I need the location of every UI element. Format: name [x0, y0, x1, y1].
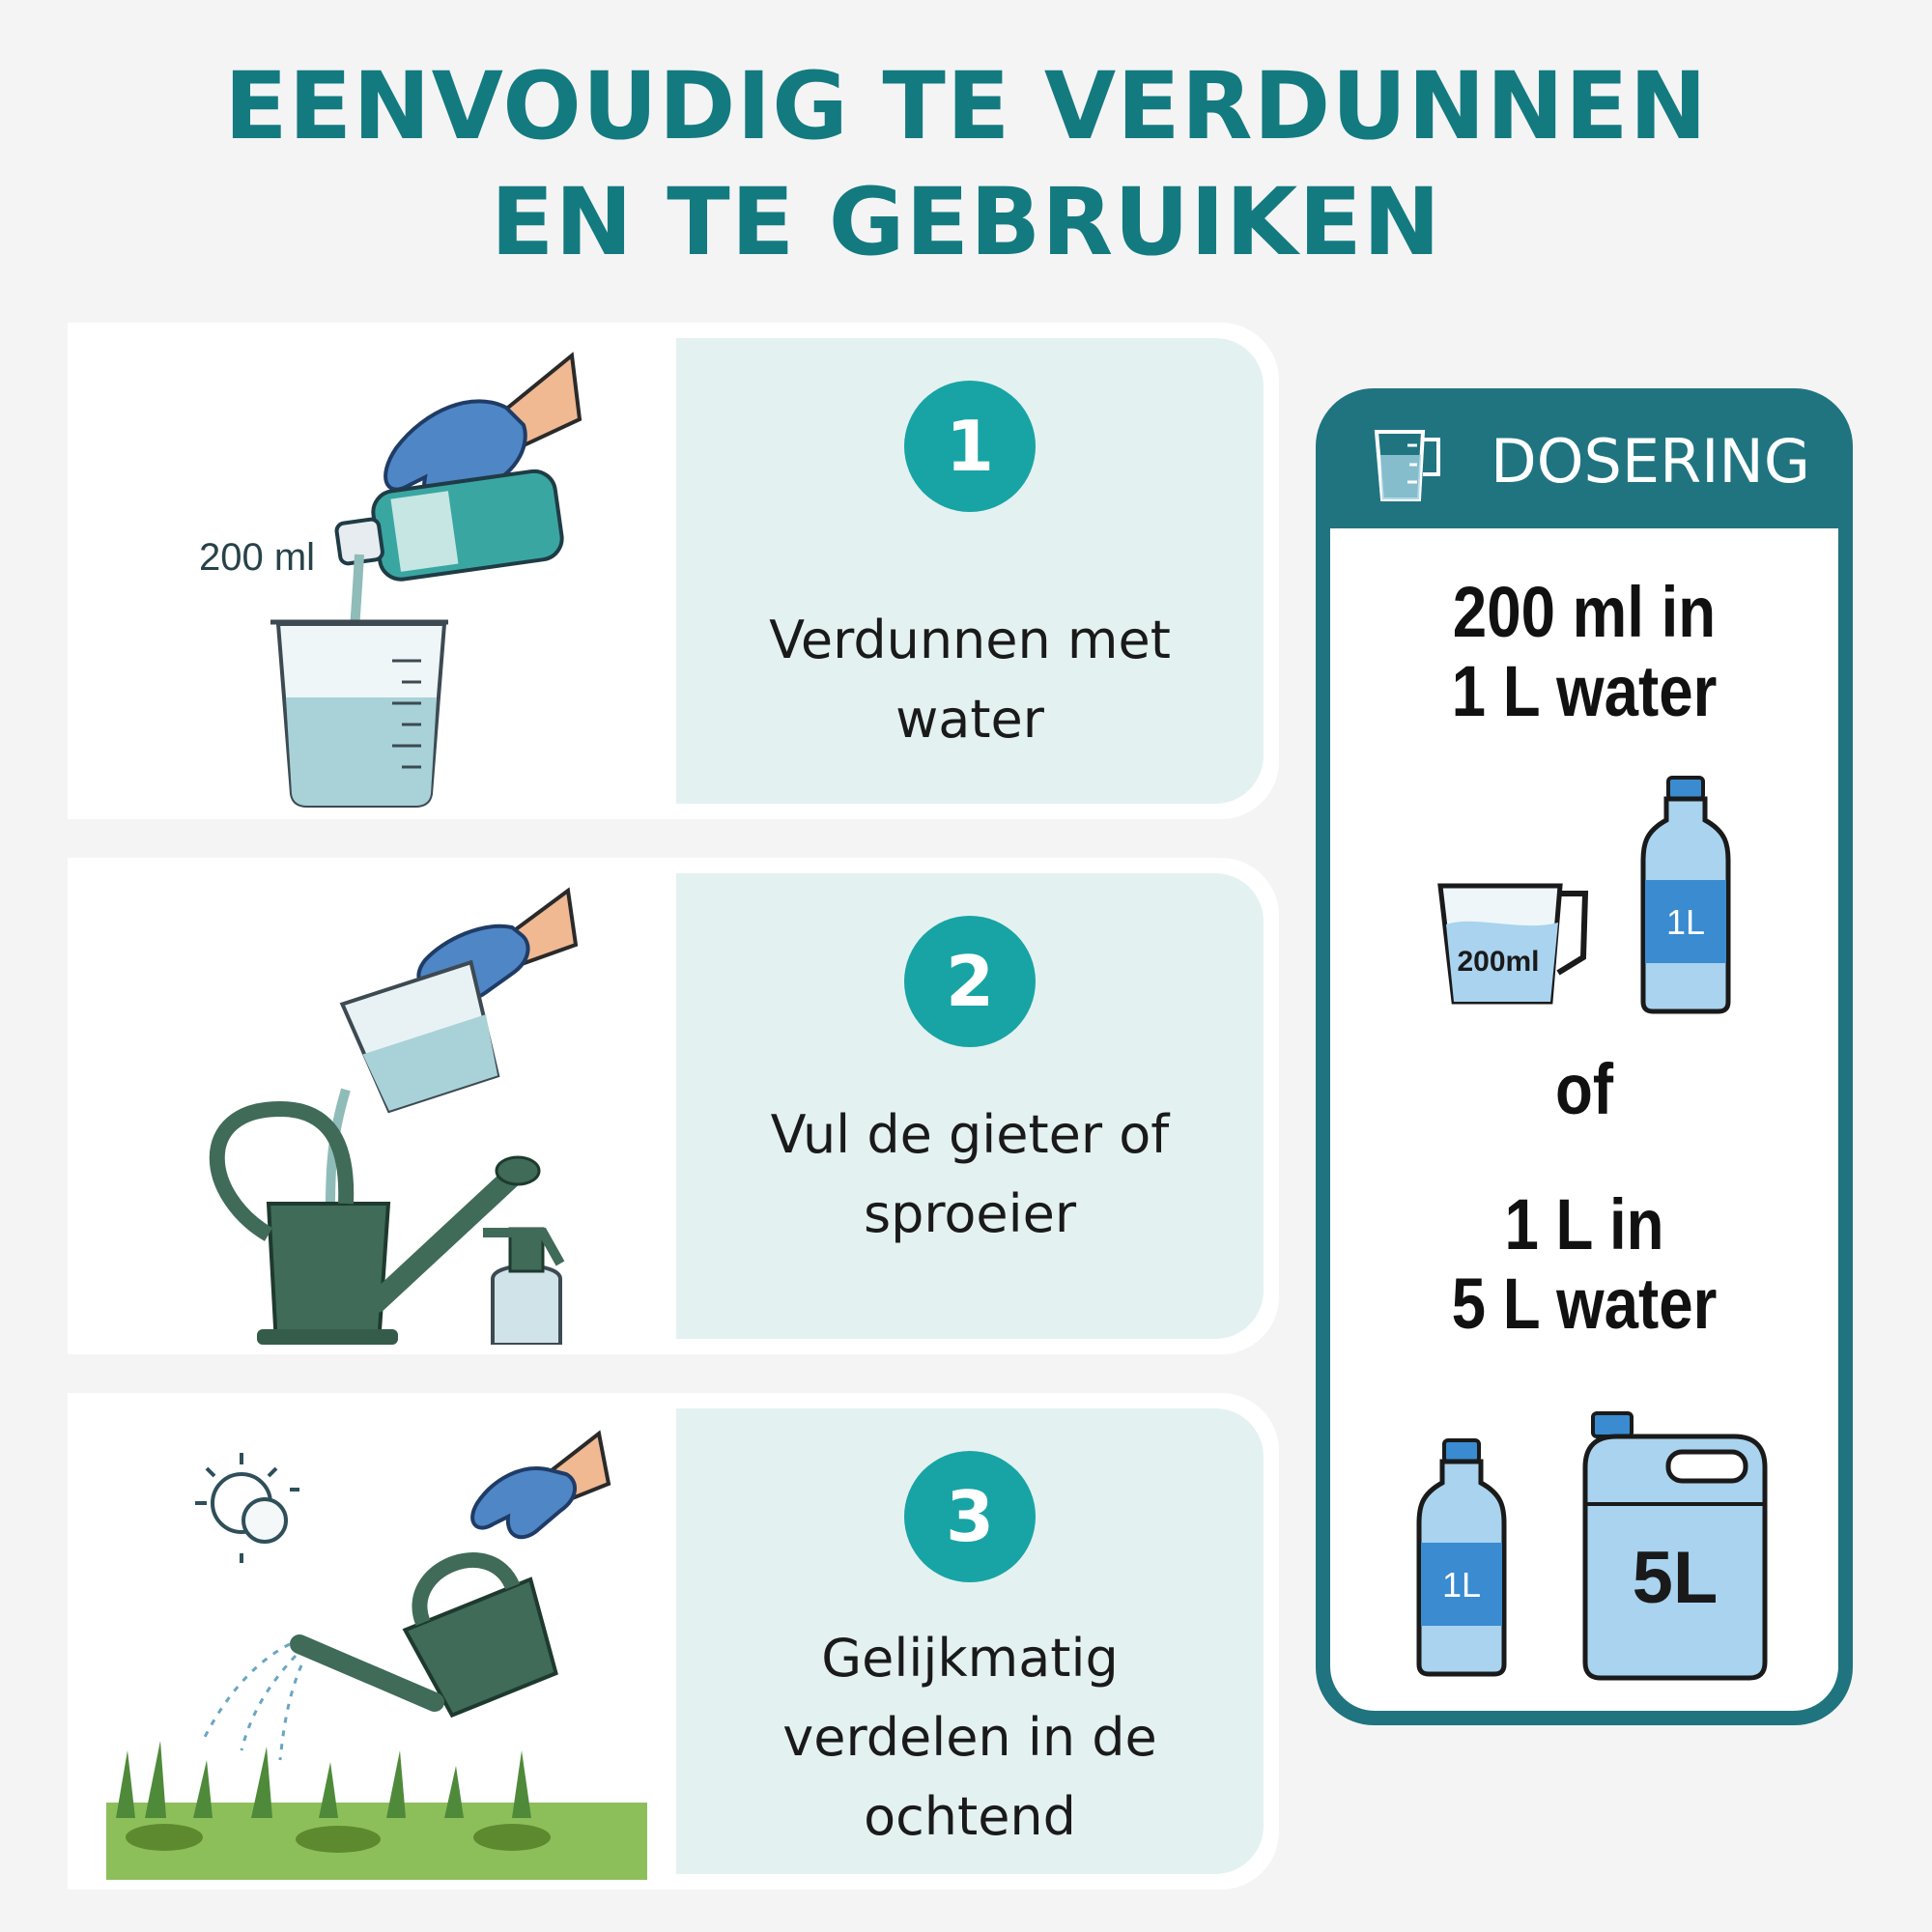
page-title-line-1: EENVOUDIG TE VERDUNNEN: [224, 52, 1708, 160]
step-text-line: verdelen in de: [782, 1707, 1157, 1768]
step-card-2: [68, 858, 1279, 1354]
step-panel-2: [676, 873, 1264, 1339]
measuring-jug-icon: [1435, 876, 1599, 1011]
measuring-cup-icon: [1373, 426, 1446, 503]
page-title: [0, 48, 1932, 280]
watering-lawn-illustration: [106, 1403, 647, 1880]
page-title-line-2: EN TE GEBRUIKEN: [490, 168, 1442, 276]
jug-label: 200ml: [1457, 946, 1540, 978]
pour-into-beaker-illustration: [106, 332, 647, 810]
step-text: [705, 601, 1235, 759]
dosage-option-2-line-1: 1 L in: [1504, 1184, 1664, 1264]
step-card-1: [68, 323, 1279, 819]
dosage-option-2-line-2: 5 L water: [1451, 1264, 1718, 1344]
step-number-badge: 3: [904, 1451, 1036, 1582]
step-panel-3: [676, 1408, 1264, 1874]
water-bottle-1l-icon: [1637, 774, 1734, 1015]
step-number-badge: 1: [904, 381, 1036, 512]
sun-icon: [195, 1453, 299, 1563]
step-text-line: ochtend: [864, 1786, 1076, 1847]
dosage-option-1-line-1: 200 ml in: [1452, 572, 1717, 652]
step-text-line: sproeier: [863, 1183, 1077, 1244]
water-bottle-1l-icon: [1413, 1436, 1510, 1678]
step-number-badge: 2: [904, 916, 1036, 1047]
dosage-box: [1316, 388, 1853, 1725]
step-text-line: Verdunnen met: [769, 610, 1171, 670]
water-canister-5l-icon: [1576, 1409, 1775, 1682]
bottle-label: 1L: [1441, 1565, 1482, 1605]
volume-label: 200 ml: [199, 536, 316, 579]
dosage-separator: of: [1554, 1049, 1614, 1129]
canister-label: 5L: [1632, 1537, 1719, 1619]
step-panel-1: [676, 338, 1264, 804]
bottle-label: 1L: [1665, 902, 1706, 942]
step-text-line: water: [895, 689, 1044, 750]
step-text-line: Gelijkmatig: [821, 1628, 1119, 1689]
dosage-header: [1321, 393, 1848, 526]
dosage-option-1-line-2: 1 L water: [1451, 651, 1718, 731]
fill-watering-can-illustration: [106, 867, 647, 1345]
dosage-title: DOSERING: [1491, 426, 1810, 497]
dosage-body: [1330, 528, 1838, 1711]
step-text-line: Vul de gieter of: [770, 1104, 1170, 1165]
step-card-3: [68, 1393, 1279, 1889]
step-text: [705, 1619, 1235, 1857]
step-text: [705, 1095, 1235, 1254]
